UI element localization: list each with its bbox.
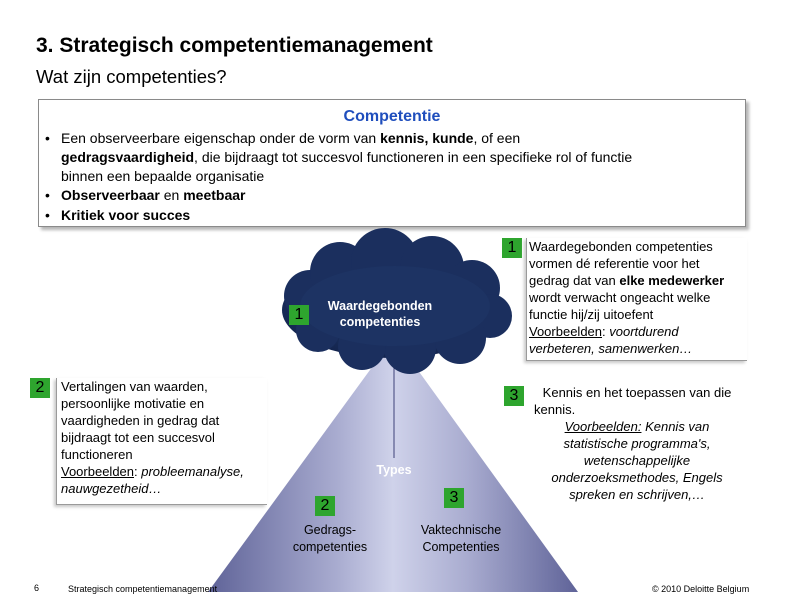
footer-copyright: © 2010 Deloitte Belgium bbox=[652, 584, 750, 594]
slide-subtitle: Wat zijn competenties? bbox=[36, 66, 227, 87]
callout-1-box bbox=[526, 238, 747, 361]
callout-2-number: 2 bbox=[30, 378, 50, 398]
pyramid-types-label: Types bbox=[376, 463, 412, 477]
cloud-number-badge: 1 bbox=[289, 305, 309, 325]
bullet-icon: • bbox=[45, 130, 50, 146]
callout-3-text: Kennis en het toepassen van die kennis. Voorbeelden: Kennis van statistische programma's, wetenschappelijke onderzoeksmethodes, Engels spreken en schrijven,… bbox=[534, 385, 732, 502]
bullet-icon: • bbox=[45, 207, 50, 223]
callout-2-text: Vertalingen van waarden, persoonlijke motivatie en vaardigheden in gedrag dat bijdraagt tot een succesvol functioneren Voorbeelden: probleemanalyse, nauwgezetheid… bbox=[61, 379, 244, 496]
pyramid-right-number: 3 bbox=[444, 488, 464, 508]
callout-1-text: Waardegebonden competenties vormen dé referentie voor het gedrag dat van elke medewerker wordt verwacht ongeacht welke functie hij/zij uitoefent Voorbeelden: voortdurend verbeteren, samenwerken… bbox=[529, 239, 725, 356]
cloud-label: Waardegebonden competenties bbox=[327, 299, 433, 329]
callout-3-number: 3 bbox=[504, 386, 524, 406]
pyramid-right-label: Vaktechnische Competenties bbox=[420, 523, 502, 554]
bullet-icon: • bbox=[45, 187, 50, 203]
callout-2-box bbox=[56, 378, 267, 505]
pyramid-left-label: Gedrags- competenties bbox=[292, 523, 368, 554]
definition-bullet-1: • Een observeerbare eigenschap onder de vorm van kennis, kunde, of een gedragsvaardigheid, die bijdraagt tot succesvol functioneren in een specifieke rol of functie binnen een bepaalde organisatie bbox=[45, 130, 633, 184]
definition-heading: Competentie bbox=[343, 108, 441, 125]
footer-left-text: Strategisch competentiemanagement bbox=[68, 584, 218, 594]
definition-bullet-3: • Kritiek voor succes bbox=[45, 207, 191, 223]
slide-title: 3. Strategisch competentiemanagement bbox=[36, 34, 433, 57]
callout-3-box bbox=[528, 384, 746, 503]
pyramid-left-number: 2 bbox=[315, 496, 335, 516]
definition-bullet-2: • Observeerbaar en meetbaar bbox=[45, 187, 246, 203]
page-number: 6 bbox=[34, 583, 40, 593]
callout-1-number: 1 bbox=[502, 238, 522, 258]
